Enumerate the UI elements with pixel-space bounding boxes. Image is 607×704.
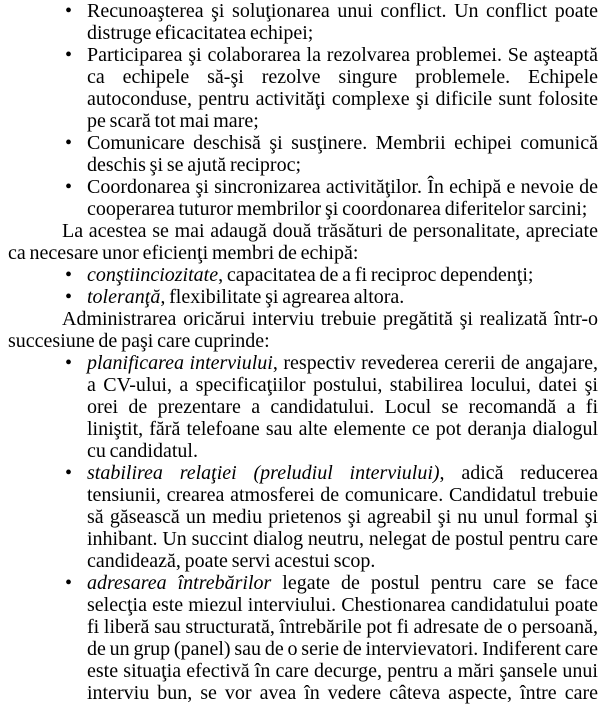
item-text: Participarea şi colaborarea la rezolvarea problemei. Se aşteaptă ca echipele să-şi rezolve singure problemele. Echipele autoconduse, pentru activităţi complexe şi dificile sunt folosite pe scară tot mai mare; <box>87 44 598 132</box>
item-lead-italic: adresarea întrebărilor <box>87 572 272 594</box>
item-lead-italic: planificarea interviului <box>87 352 273 374</box>
item-text: Coordonarea şi sincronizarea activităţilor. În echipă e nevoie de cooperarea tuturor membrilor şi coordonarea diferitelor sarcini; <box>87 176 598 220</box>
item-rest: flexibilitate şi agrearea altora. <box>165 286 405 308</box>
bullet-list-interview-steps <box>8 352 598 704</box>
list-item <box>87 0 598 44</box>
list-item <box>87 572 598 704</box>
item-text: Recunoaşterea şi soluţionarea unui conflict. Un conflict poate distruge eficacitatea echipei; <box>87 0 598 44</box>
item-rest: , capacitatea de a fi reciproc dependenţi; <box>218 264 534 286</box>
item-lead-italic: conştiinciozitate <box>87 264 219 286</box>
bullet-list-team-behaviors <box>8 0 598 220</box>
list-item <box>87 264 598 286</box>
list-item <box>87 132 598 176</box>
list-item <box>87 44 598 132</box>
item-text: Comunicare deschisă şi susţinere. Membrii echipei comunică deschis şi se ajută reciproc; <box>87 132 598 176</box>
list-item <box>87 176 598 220</box>
paragraph-interview-steps: Administrarea oricărui interviu trebuie pregătită şi realizată într-o succesiune de paşi care cuprinde: <box>8 308 598 352</box>
item-rest: , respectiv revederea cererii de angajare, a CV-ului, a specificaţiilor postului, stabilirea locului, datei şi orei de prezentare a candidatului. Locul se recomandă a fi liniştit, fără telefoane sau alte elemente ce pot deranja dialogul cu candidatul. <box>87 352 598 462</box>
item-rest: , adică reducerea tensiunii, crearea atmosferei de comunicare. Candidatul trebuie să găsească un mediu prietenos şi agreabil şi nu unul formal şi inhibant. Un succint dialog neutru, nelegat de postul pentru care candidează, poate servi acestui scop. <box>87 462 598 572</box>
list-item <box>87 352 598 462</box>
list-item <box>87 286 598 308</box>
item-lead-italic: stabilirea relaţiei (preludiul interviului) <box>87 462 440 484</box>
paragraph-personality-traits: La acestea se mai adaugă două trăsături de personalitate, apreciate ca necesare unor eficienţi membri de echipă: <box>8 220 598 264</box>
item-rest: legate de postul pentru care se face selecţia este miezul interviului. Chestionarea candidatului poate fi liberă sau structurată, întrebările pot fi adresate de o persoană, de un grup (panel) sau de o serie de intervievatori. Indiferent care este situaţia efectivă în care decurge, pentru a mări şansele unui interviu bun, se vor avea în vedere câteva aspecte, între care <box>87 572 599 704</box>
item-lead-italic: toleranţă, <box>87 286 166 308</box>
bullet-list-personality-traits <box>8 264 598 308</box>
list-item <box>87 462 598 572</box>
